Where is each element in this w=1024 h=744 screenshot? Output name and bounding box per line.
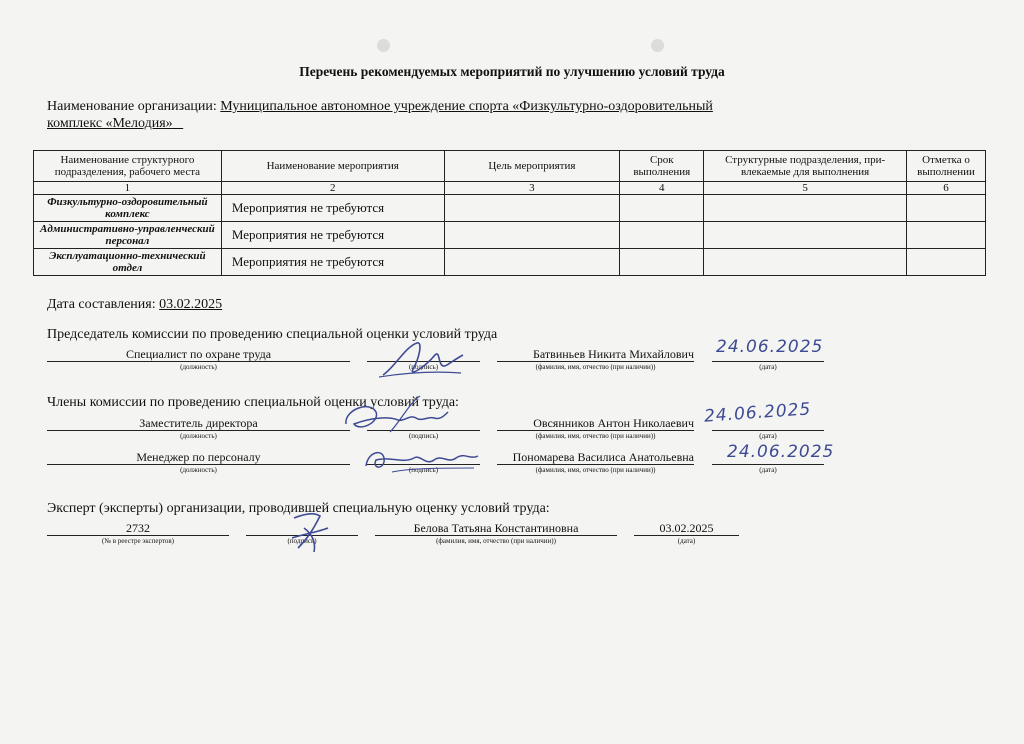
member-date-handwritten: 24.06.2025 [703, 399, 812, 427]
registry-caption: (№ в реестре экспертов) [101, 537, 174, 545]
table-row [34, 249, 986, 276]
chairman-signature-icon [375, 337, 465, 382]
header-deadline: Срок выполнения [620, 151, 704, 182]
col-number: 2 [221, 182, 444, 195]
col-number: 5 [704, 182, 907, 195]
header-completion: Отметка о выполнении [907, 151, 986, 182]
header-departments: Структурные подразделения, при-влекаемые для выполнения [704, 151, 907, 182]
punch-hole-right [651, 39, 664, 52]
empty-cell [704, 195, 907, 222]
chairman-heading: Председатель комиссии по проведению специальной оценки условий труда [47, 327, 498, 342]
position-caption: (должность) [180, 363, 217, 371]
table-header-row [34, 151, 986, 182]
measures-table [33, 150, 986, 276]
member-signature-icon [340, 392, 450, 442]
signature-caption: (подпись) [408, 363, 439, 371]
empty-cell [704, 222, 907, 249]
date-compiled-value: 03.02.2025 [159, 297, 223, 312]
empty-cell [620, 222, 704, 249]
punch-hole-left [377, 39, 390, 52]
organization-label: Наименование организации: [47, 99, 217, 114]
member-position: Заместитель директора [47, 416, 350, 431]
col-number: 3 [444, 182, 620, 195]
date-compiled-label: Дата составления: [47, 297, 156, 312]
signature-caption: (подпись) [287, 537, 317, 545]
date-compiled [47, 297, 222, 313]
expert-signature-icon [284, 508, 334, 558]
member-signature-icon [362, 438, 482, 478]
col-number: 4 [620, 182, 704, 195]
organization-name-line1: Муниципальное автономное учреждение спорта «Физкультурно-оздоровительный [220, 99, 713, 114]
header-action: Наименование мероприятия [221, 151, 444, 182]
organization-block [47, 98, 787, 132]
expert-name: Белова Татьяна Константиновна [375, 521, 617, 536]
empty-cell [907, 222, 986, 249]
empty-cell [444, 195, 620, 222]
unit-cell: Эксплуатационно-технический отдел [34, 249, 222, 276]
member-name: Овсянников Антон Николаевич [497, 416, 694, 431]
action-cell: Мероприятия не требуются [221, 195, 444, 222]
empty-cell [444, 249, 620, 276]
table-row [34, 222, 986, 249]
header-unit: Наименование структурного подразделения, рабочего места [34, 151, 222, 182]
position-caption: (должность) [180, 432, 217, 440]
fio-caption: (фамилия, имя, отчество (при наличии)) [535, 466, 656, 474]
members-heading: Члены комиссии по проведению специальной оценки условий труда: [47, 395, 459, 410]
empty-cell [704, 249, 907, 276]
signature-caption: (подпись) [408, 432, 439, 440]
position-caption: (должность) [180, 466, 217, 474]
empty-cell [620, 249, 704, 276]
organization-name-line2: комплекс «Мелодия» [47, 116, 173, 131]
expert-registry-number: 2732 [47, 521, 229, 536]
member-position: Менеджер по персоналу [47, 450, 350, 465]
unit-cell: Физкультурно-оздоровительный комплекс [34, 195, 222, 222]
date-caption: (дата) [677, 537, 696, 545]
date-caption: (дата) [759, 466, 777, 474]
member-name: Пономарева Василиса Анатольевна [497, 450, 694, 465]
date-caption: (дата) [759, 432, 777, 440]
fio-caption: (фамилия, имя, отчество (при наличии)) [535, 363, 656, 371]
chairman-position: Специалист по охране труда [47, 347, 350, 362]
empty-cell [907, 195, 986, 222]
col-number: 6 [907, 182, 986, 195]
fio-caption: (фамилия, имя, отчество (при наличии)) [436, 537, 556, 545]
page-title: Перечень рекомендуемых мероприятий по улучшению условий труда [299, 64, 725, 79]
action-cell: Мероприятия не требуются [221, 222, 444, 249]
expert-date: 03.02.2025 [634, 521, 739, 536]
date-caption: (дата) [759, 363, 777, 371]
col-number: 1 [34, 182, 222, 195]
member-date-handwritten: 24.06.2025 [727, 442, 835, 462]
fio-caption: (фамилия, имя, отчество (при наличии)) [535, 432, 656, 440]
chairman-date-handwritten: 24.06.2025 [716, 337, 824, 357]
empty-cell [444, 222, 620, 249]
expert-heading: Эксперт (эксперты) организации, проводившей специальную оценку условий труда: [47, 501, 550, 516]
signature-caption: (подпись) [408, 466, 439, 474]
chairman-name: Батвиньев Никита Михайлович [497, 347, 694, 362]
unit-cell: Административно-управленческий персонал [34, 222, 222, 249]
header-goal: Цель мероприятия [444, 151, 620, 182]
table-number-row [34, 182, 986, 195]
empty-cell [907, 249, 986, 276]
action-cell: Мероприятия не требуются [221, 249, 444, 276]
table-row [34, 195, 986, 222]
empty-cell [620, 195, 704, 222]
